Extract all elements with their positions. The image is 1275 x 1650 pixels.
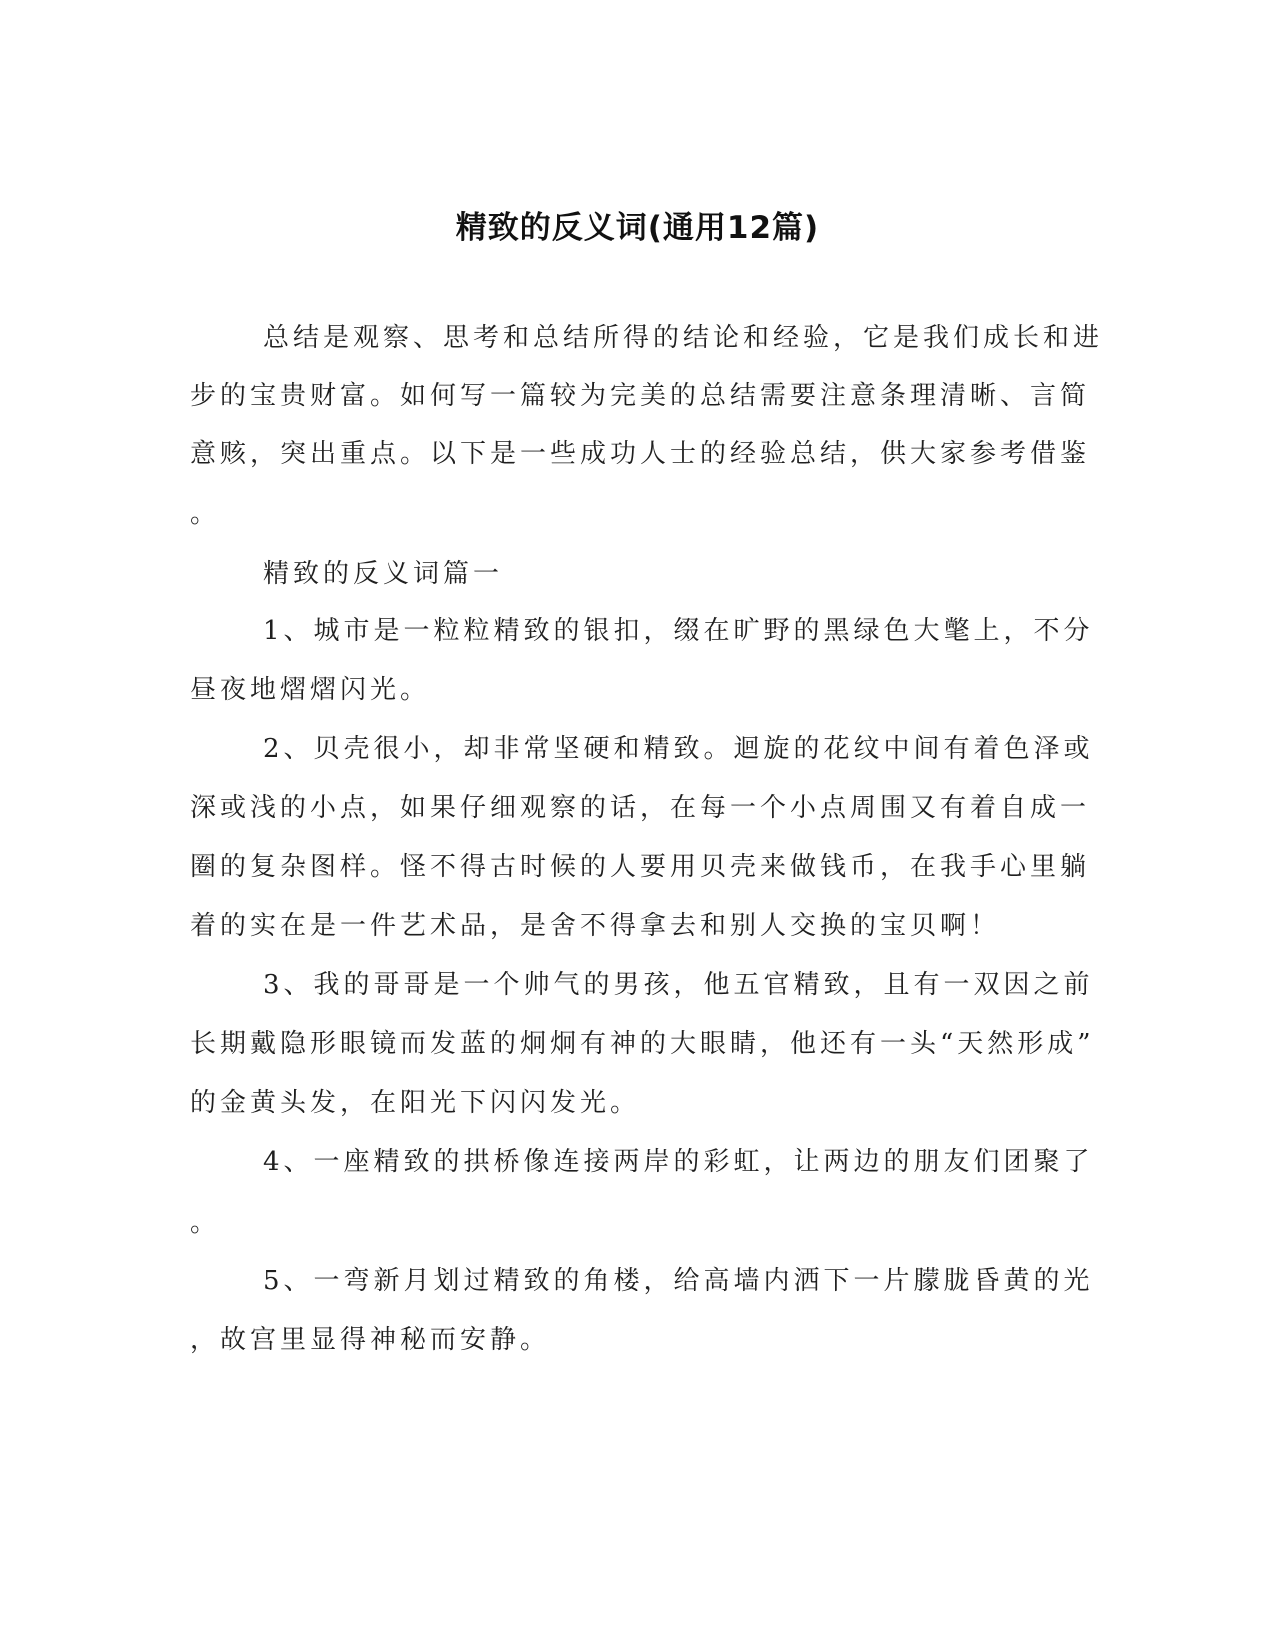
item-3-line-1: 3、我的哥哥是一个帅气的男孩，他五官精致，且有一双因之前: [263, 970, 1094, 1000]
intro-line-2: 步的宝贵财富。如何写一篇较为完美的总结需要注意条理清晰、言简: [190, 381, 1091, 411]
item-2-line-3: 圈的复杂图样。怪不得古时候的人要用贝壳来做钱币，在我手心里躺: [190, 852, 1091, 882]
item-5-line-1: 5、一弯新月划过精致的角楼，给高墙内洒下一片朦胧昏黄的光: [263, 1266, 1094, 1296]
item-4-line-2: 。: [190, 1208, 221, 1238]
item-3-line-2: 长期戴隐形眼镜而发蓝的炯炯有神的大眼睛，他还有一头“天然形成”: [190, 1029, 1095, 1059]
item-2-line-2: 深或浅的小点，如果仔细观察的话，在每一个小点周围又有着自成一: [190, 793, 1091, 823]
document-title: 精致的反义词(通用12篇): [455, 210, 820, 246]
item-5-line-2: ，故宫里显得神秘而安静。: [190, 1325, 551, 1355]
intro-line-4: 。: [190, 499, 221, 529]
item-1-line-1: 1、城市是一粒粒精致的银扣，缀在旷野的黑绿色大氅上，不分: [263, 616, 1094, 646]
item-1-line-2: 昼夜地熠熠闪光。: [190, 675, 431, 705]
intro-line-3: 意赅，突出重点。以下是一些成功人士的经验总结，供大家参考借鉴: [190, 439, 1091, 469]
item-2-line-4: 着的实在是一件艺术品，是舍不得拿去和别人交换的宝贝啊！: [190, 911, 1001, 941]
item-2-line-1: 2、贝壳很小，却非常坚硬和精致。迴旋的花纹中间有着色泽或: [263, 734, 1094, 764]
section-heading: 精致的反义词篇一: [263, 559, 504, 589]
item-3-line-3: 的金黄头发，在阳光下闪闪发光。: [190, 1088, 641, 1118]
item-4-line-1: 4、一座精致的拱桥像连接两岸的彩虹，让两边的朋友们团聚了: [263, 1147, 1094, 1177]
intro-line-1: 总结是观察、思考和总结所得的结论和经验，它是我们成长和进: [263, 323, 1104, 353]
